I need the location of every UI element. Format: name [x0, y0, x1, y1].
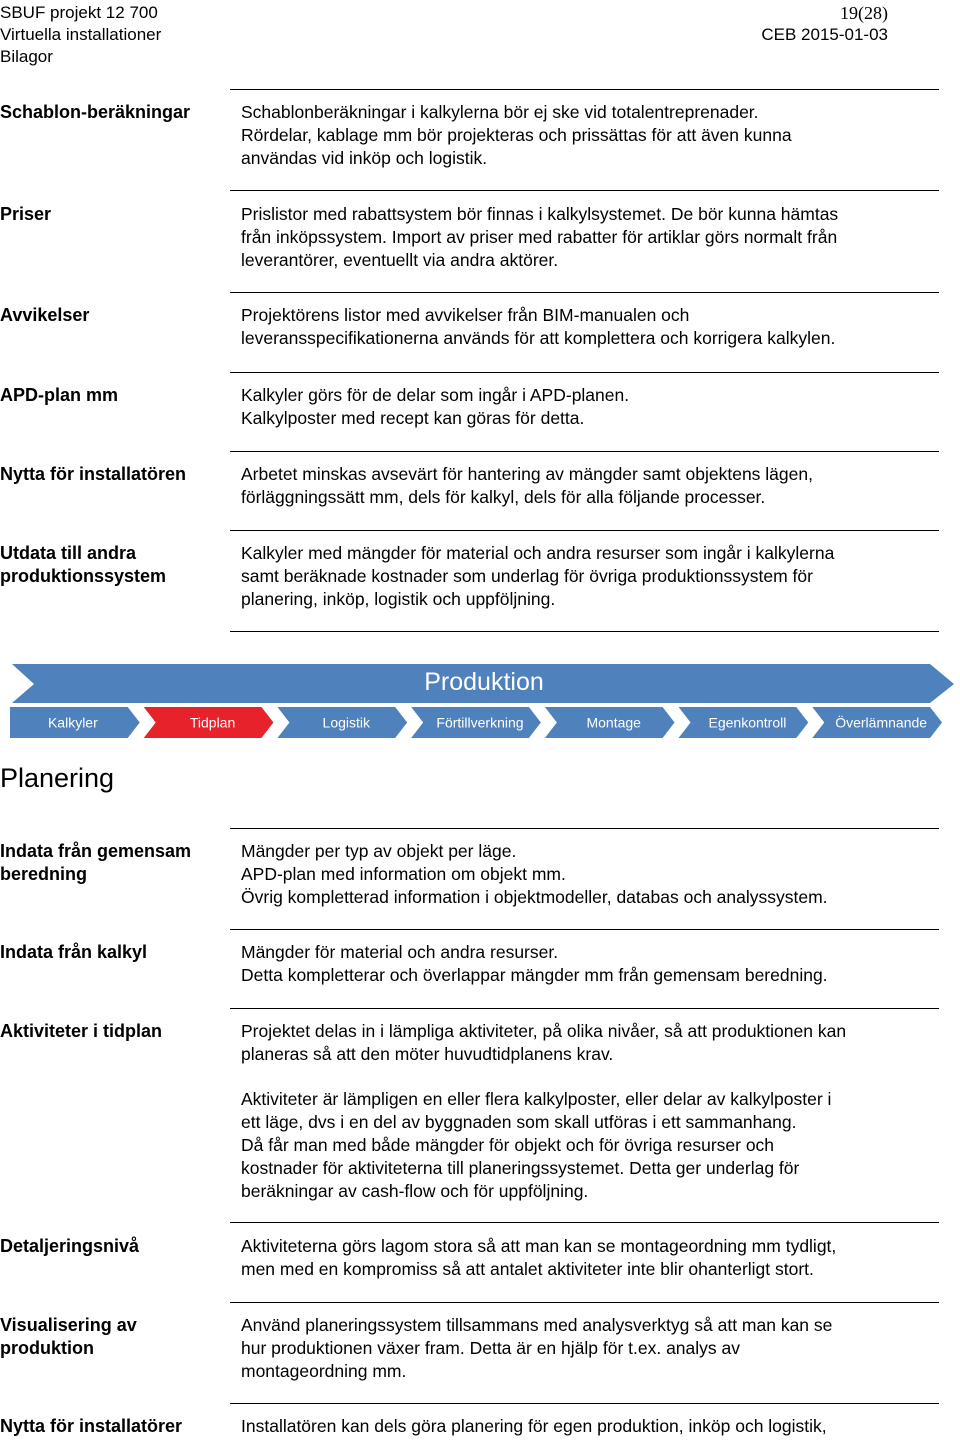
- row-label-priser: Priser: [0, 204, 52, 224]
- row-label-visualisering: [0, 1314, 225, 1360]
- project-subtitle: Virtuella installationer: [0, 25, 162, 44]
- text-line: Mängder för material och andra resurser.: [241, 942, 559, 962]
- page-header: [0, 0, 960, 70]
- text-line: förläggningssätt mm, dels för kalkyl, dels för alla följande processer.: [241, 487, 766, 507]
- text-line: Detta kompletterar och överlappar mängder mm från gemensam beredning.: [241, 965, 828, 985]
- divider: [230, 1403, 939, 1404]
- text-line: beräkningar av cash-flow och för uppföljning.: [241, 1181, 589, 1201]
- project-name: SBUF projekt 12 700: [0, 3, 158, 22]
- row-text-avvikelser: [241, 304, 941, 350]
- row-text-indata-kalkyl: [241, 941, 941, 987]
- text-line: planering, inköp, logistik och uppföljning.: [241, 589, 556, 609]
- label-line: produktion: [0, 1338, 94, 1358]
- author-date: CEB 2015-01-03: [761, 25, 888, 44]
- text-line: montageordning mm.: [241, 1361, 407, 1381]
- text-line: Kalkyler görs för de delar som ingår i APD-planen.: [241, 385, 630, 405]
- row-text-detaljering: [241, 1235, 941, 1281]
- section-heading: Planering: [0, 763, 115, 793]
- text-line: planeras så att den möter huvudtidplanens krav.: [241, 1044, 614, 1064]
- label-line: Visualisering av: [0, 1315, 137, 1335]
- flow-step-label: Montage: [586, 714, 641, 731]
- row-label-indata-beredning: [0, 840, 225, 886]
- page-number: 19(28): [840, 3, 888, 23]
- text-line: Installatören kan dels göra planering för egen produktion, inköp och logistik,: [241, 1416, 827, 1436]
- text-line: ett läge, dvs i en del av byggnaden som skall utföras i ett sammanhang.: [241, 1112, 797, 1132]
- text-line: Rördelar, kablage mm bör projekteras och prissättas för att även kunna: [241, 125, 792, 145]
- flow-title: Produktion: [424, 668, 544, 696]
- row-label-avvikelser: Avvikelser: [0, 305, 90, 325]
- text-line: Projektörens listor med avvikelser från BIM-manualen och: [241, 305, 690, 325]
- divider: [230, 929, 939, 930]
- label-line: Indata från gemensam: [0, 841, 192, 861]
- label-line: beredning: [0, 864, 88, 884]
- divider: [230, 530, 939, 531]
- text-line: APD-plan med information om objekt mm.: [241, 864, 566, 884]
- text-line: Aktiviteterna görs lagom stora så att man kan se montageordning mm tydligt,: [241, 1236, 837, 1256]
- text-line: hur produktionen växer fram. Detta är en hjälp för t.ex. analys av: [241, 1338, 741, 1358]
- text-line: kostnader för aktiviteterna till planeringssystemet. Detta ger underlag för: [241, 1158, 800, 1178]
- label-line: Utdata till andra: [0, 543, 137, 563]
- row-text-schablon: [241, 101, 941, 170]
- row-text-aktiviteter: [241, 1020, 941, 1066]
- row-label-nytta-installatorer: Nytta för installatörer: [0, 1416, 183, 1436]
- text-line: Aktiviteter är lämpligen en eller flera kalkylposter, eller delar av kalkylposter i: [241, 1089, 832, 1109]
- row-text-nytta: [241, 463, 941, 509]
- text-line: Arbetet minskas avsevärt för hantering av mängder samt objektens lägen,: [241, 464, 813, 484]
- row-label-schablon: Schablon-beräkningar: [0, 102, 191, 122]
- divider: [230, 89, 939, 90]
- row-text-aktiviteter-2: [241, 1088, 941, 1203]
- divider: [230, 1008, 939, 1009]
- row-label-aktiviteter: Aktiviteter i tidplan: [0, 1021, 163, 1041]
- flow-step-label: Kalkyler: [47, 714, 98, 731]
- row-label-indata-kalkyl: Indata från kalkyl: [0, 942, 148, 962]
- text-line: användas vid inköp och logistik.: [241, 148, 488, 168]
- row-text-nytta-installatorer: [241, 1415, 941, 1438]
- production-flow-diagram: [0, 660, 960, 740]
- text-line: Använd planeringssystem tillsammans med analysverktyg så att man kan se: [241, 1315, 833, 1335]
- flow-step-label: Överlämnande: [835, 714, 928, 731]
- divider: [230, 1302, 939, 1303]
- flow-step-label: Tidplan: [189, 714, 236, 731]
- row-label-nytta: Nytta för installatören: [0, 464, 187, 484]
- section-name: Bilagor: [0, 47, 53, 66]
- divider: [230, 1222, 939, 1223]
- divider: [230, 292, 939, 293]
- text-line: Kalkyler med mängder för material och andra resurser som ingår i kalkylerna: [241, 543, 835, 563]
- divider: [230, 828, 939, 829]
- text-line: samt beräknade kostnader som underlag för övriga produktionssystem för: [241, 566, 813, 586]
- row-text-priser: [241, 203, 941, 272]
- row-label-apd: APD-plan mm: [0, 385, 119, 405]
- flow-step-label: Logistik: [322, 714, 371, 731]
- row-label-utdata: [0, 542, 225, 588]
- text-line: Då får man med både mängder för objekt och för övriga resurser och: [241, 1135, 775, 1155]
- divider: [230, 190, 939, 191]
- header-left: [0, 2, 161, 68]
- row-text-utdata: [241, 542, 941, 611]
- flow-steps: [10, 707, 942, 738]
- label-line: produktionssystem: [0, 566, 167, 586]
- text-line: leveransspecifikationerna används för att komplettera och korrigera kalkylen.: [241, 328, 836, 348]
- text-line: Projektet delas in i lämpliga aktiviteter, på olika nivåer, så att produktionen kan: [241, 1021, 847, 1041]
- divider: [230, 451, 939, 452]
- divider: [230, 372, 939, 373]
- text-line: Kalkylposter med recept kan göras för detta.: [241, 408, 585, 428]
- text-line: från inköpssystem. Import av priser med rabatter för artiklar görs normalt från: [241, 227, 838, 247]
- row-text-indata-beredning: [241, 840, 941, 909]
- text-line: Övrig kompletterad information i objektmodeller, databas och analyssystem.: [241, 887, 828, 907]
- header-right: [761, 2, 888, 46]
- row-text-visualisering: [241, 1314, 941, 1383]
- divider: [230, 631, 939, 632]
- text-line: leverantörer, eventuellt via andra aktörer.: [241, 250, 559, 270]
- row-text-apd: [241, 384, 941, 430]
- text-line: Schablonberäkningar i kalkylerna bör ej ske vid totalentreprenader.: [241, 102, 759, 122]
- text-line: Prislistor med rabattsystem bör finnas i kalkylsystemet. De bör kunna hämtas: [241, 204, 839, 224]
- flow-step-label: Egenkontroll: [708, 714, 787, 731]
- row-label-detaljering: Detaljeringsnivå: [0, 1236, 140, 1256]
- text-line: Mängder per typ av objekt per läge.: [241, 841, 517, 861]
- flow-step-label: Förtillverkning: [436, 714, 524, 731]
- text-line: men med en kompromiss så att antalet aktiviteter inte blir ohanterligt stort.: [241, 1259, 814, 1279]
